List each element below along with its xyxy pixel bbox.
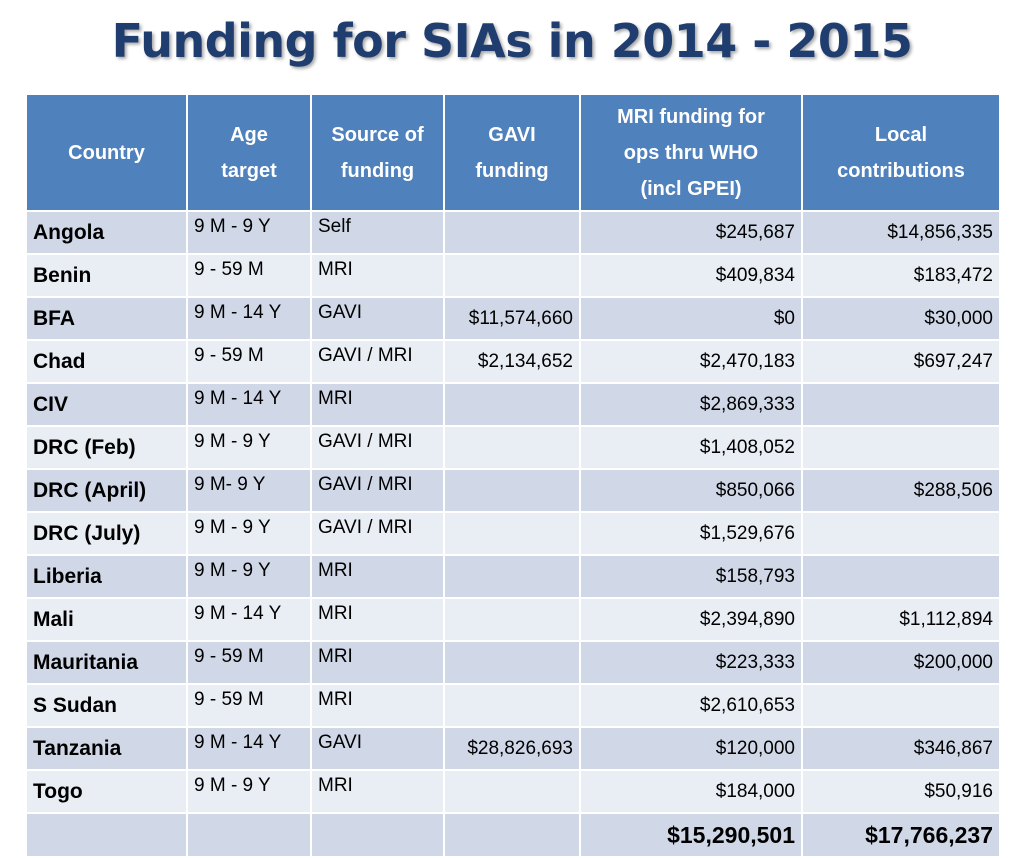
cell-source-of-funding: MRI [311,684,444,727]
total-cell-source-of-funding [311,813,444,857]
column-header-line: Source of [331,123,424,146]
cell-country: Togo [26,770,187,813]
cell-country: DRC (July) [26,512,187,555]
cell-source-of-funding: GAVI [311,297,444,340]
cell-gavi-funding [444,641,580,684]
cell-mri-funding: $223,333 [580,641,802,684]
total-cell-gavi-funding [444,813,580,857]
cell-source-of-funding: Self [311,211,444,254]
cell-age-target: 9 M - 14 Y [187,727,311,770]
cell-source-of-funding: MRI [311,598,444,641]
table-row [26,684,1000,727]
cell-source-of-funding: GAVI / MRI [311,426,444,469]
table-row [26,469,1000,512]
cell-country: Tanzania [26,727,187,770]
cell-country: DRC (Feb) [26,426,187,469]
table-row [26,598,1000,641]
header-row [26,94,1000,211]
cell-source-of-funding: GAVI / MRI [311,340,444,383]
cell-country: Liberia [26,555,187,598]
cell-age-target: 9 M - 9 Y [187,512,311,555]
cell-mri-funding: $2,869,333 [580,383,802,426]
cell-country: S Sudan [26,684,187,727]
cell-gavi-funding [444,512,580,555]
table-row [26,512,1000,555]
column-header-line: Local [874,123,928,146]
column-header-line: funding [340,159,415,182]
cell-country: Benin [26,254,187,297]
column-header-line: Country [68,141,145,164]
cell-age-target: 9 M - 9 Y [187,211,311,254]
cell-local-contributions [802,684,1000,727]
cell-source-of-funding: MRI [311,770,444,813]
table-row [26,340,1000,383]
cell-local-contributions: $200,000 [802,641,1000,684]
cell-gavi-funding [444,254,580,297]
column-header-line: funding [475,159,549,182]
cell-age-target: 9 - 59 M [187,684,311,727]
cell-gavi-funding [444,211,580,254]
cell-gavi-funding: $2,134,652 [444,340,580,383]
cell-gavi-funding [444,555,580,598]
cell-local-contributions: $14,856,335 [802,211,1000,254]
column-header-line: target [221,159,277,182]
cell-mri-funding: $1,408,052 [580,426,802,469]
cell-country: Mauritania [26,641,187,684]
cell-local-contributions [802,512,1000,555]
table-row [26,770,1000,813]
table-row [26,727,1000,770]
table-row [26,211,1000,254]
cell-age-target: 9 M- 9 Y [187,469,311,512]
cell-age-target: 9 M - 9 Y [187,426,311,469]
table-row [26,426,1000,469]
cell-mri-funding: $0 [580,297,802,340]
cell-local-contributions: $346,867 [802,727,1000,770]
cell-country: Mali [26,598,187,641]
cell-local-contributions: $1,112,894 [802,598,1000,641]
cell-source-of-funding: GAVI / MRI [311,469,444,512]
cell-source-of-funding: MRI [311,641,444,684]
cell-mri-funding: $158,793 [580,555,802,598]
cell-local-contributions [802,555,1000,598]
cell-mri-funding: $1,529,676 [580,512,802,555]
cell-gavi-funding [444,426,580,469]
cell-mri-funding: $2,470,183 [580,340,802,383]
table-row [26,297,1000,340]
column-header-line: contributions [837,159,965,182]
cell-local-contributions: $697,247 [802,340,1000,383]
cell-age-target: 9 - 59 M [187,254,311,297]
cell-gavi-funding: $11,574,660 [444,297,580,340]
cell-local-contributions: $50,916 [802,770,1000,813]
cell-gavi-funding: $28,826,693 [444,727,580,770]
column-header-country [26,94,187,211]
column-header-age-target [187,94,311,211]
table-row [26,555,1000,598]
cell-mri-funding: $2,610,653 [580,684,802,727]
slide-title: Funding for SIAs in 2014 - 2015 [111,14,913,68]
cell-age-target: 9 M - 14 Y [187,297,311,340]
table-body [26,211,1000,857]
cell-mri-funding: $245,687 [580,211,802,254]
column-header-line: MRI funding for [617,105,765,128]
table-row [26,254,1000,297]
cell-mri-funding: $409,834 [580,254,802,297]
totals-row [26,813,1000,857]
cell-gavi-funding [444,383,580,426]
total-cell-age-target [187,813,311,857]
cell-gavi-funding [444,684,580,727]
cell-source-of-funding: MRI [311,254,444,297]
column-header-source-of-funding [311,94,444,211]
column-header-line: (incl GPEI) [640,177,742,200]
cell-age-target: 9 - 59 M [187,340,311,383]
cell-source-of-funding: MRI [311,555,444,598]
cell-gavi-funding [444,469,580,512]
funding-table [25,93,1001,858]
cell-country: Chad [26,340,187,383]
column-header-mri-funding [580,94,802,211]
cell-age-target: 9 M - 9 Y [187,555,311,598]
cell-local-contributions [802,383,1000,426]
cell-mri-funding: $850,066 [580,469,802,512]
column-header-line: Age [230,123,268,146]
cell-local-contributions [802,426,1000,469]
cell-age-target: 9 M - 9 Y [187,770,311,813]
column-header-line: GAVI [488,123,536,146]
table-header [26,94,1000,211]
cell-gavi-funding [444,598,580,641]
cell-age-target: 9 M - 14 Y [187,598,311,641]
cell-local-contributions: $183,472 [802,254,1000,297]
cell-mri-funding: $2,394,890 [580,598,802,641]
total-cell-mri-funding: $15,290,501 [580,813,802,857]
cell-source-of-funding: GAVI / MRI [311,512,444,555]
cell-country: Angola [26,211,187,254]
cell-age-target: 9 - 59 M [187,641,311,684]
cell-mri-funding: $184,000 [580,770,802,813]
cell-source-of-funding: GAVI [311,727,444,770]
cell-country: DRC (April) [26,469,187,512]
column-header-gavi-funding [444,94,580,211]
column-header-line: ops thru WHO [623,141,759,164]
total-cell-country [26,813,187,857]
total-cell-local-contributions: $17,766,237 [802,813,1000,857]
cell-country: CIV [26,383,187,426]
cell-mri-funding: $120,000 [580,727,802,770]
column-header-local-contributions [802,94,1000,211]
table-row [26,383,1000,426]
cell-gavi-funding [444,770,580,813]
cell-local-contributions: $288,506 [802,469,1000,512]
cell-source-of-funding: MRI [311,383,444,426]
cell-local-contributions: $30,000 [802,297,1000,340]
table-row [26,641,1000,684]
cell-age-target: 9 M - 14 Y [187,383,311,426]
cell-country: BFA [26,297,187,340]
